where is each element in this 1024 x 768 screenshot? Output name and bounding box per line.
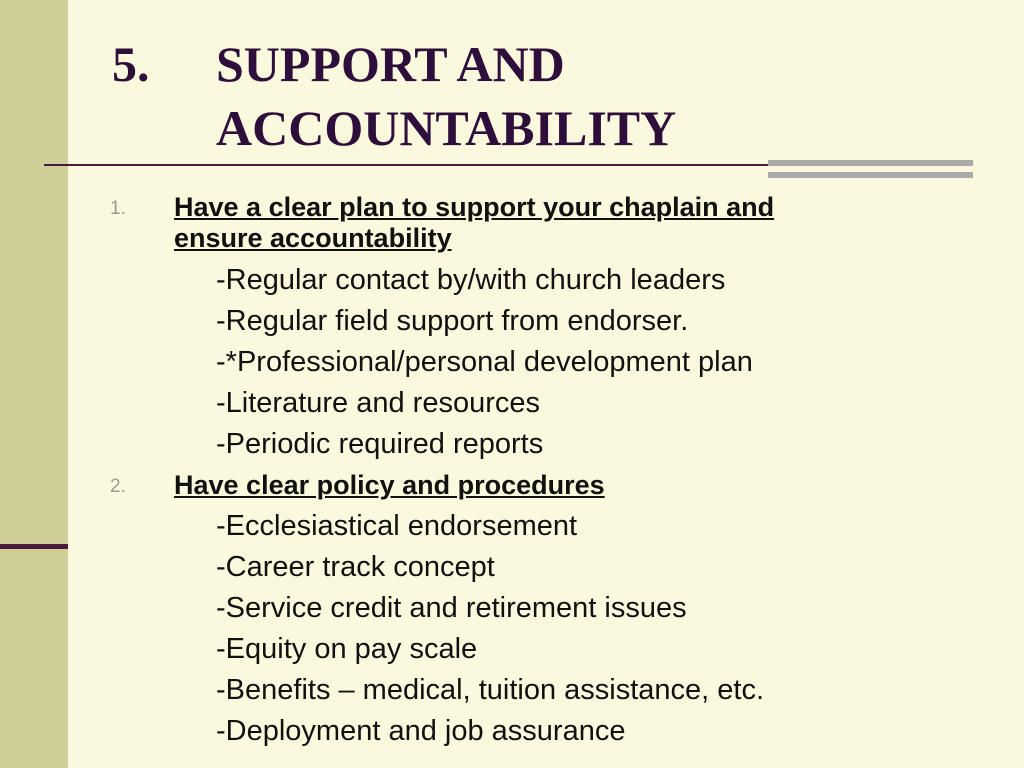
item-1-heading [174,192,964,254]
item-1-subitem: -Literature and resources [216,387,540,419]
item-2-subitem: -Service credit and retirement issues [216,592,687,624]
item-2-heading [174,470,964,501]
item-1-subitem: -Regular contact by/with church leaders [216,264,726,296]
accent-bar-bottom [768,172,973,178]
item-1-heading-line-1: Have a clear plan to support your chaplain and [174,192,775,222]
left-sidebar-band [0,0,68,768]
title-number: 5. [112,36,150,92]
slide-title-line-2: ACCOUNTABILITY [216,100,677,156]
slide-title-line-1: SUPPORT AND [216,36,565,92]
item-2-subitem: -Equity on pay scale [216,633,478,665]
item-2-subitem: -Career track concept [216,551,495,583]
item-1-subitem: -*Professional/personal development plan [216,346,753,378]
item-2-subitem: -Ecclesiastical endorsement [216,510,578,542]
item-2-subitem: -Benefits – medical, tuition assistance, etc. [216,674,765,706]
sidebar-divider [0,544,68,549]
item-1-number: 1. [110,198,126,219]
item-2-number: 2. [110,476,126,497]
item-1-heading-line-2: ensure accountability [174,223,452,253]
item-1-subitem: -Periodic required reports [216,428,544,460]
item-2-subitem: -Deployment and job assurance [216,715,626,747]
item-1-subitem: -Regular field support from endorser. [216,305,689,337]
accent-bar-top [768,160,973,166]
item-2-heading-line-1: Have clear policy and procedures [174,470,605,500]
